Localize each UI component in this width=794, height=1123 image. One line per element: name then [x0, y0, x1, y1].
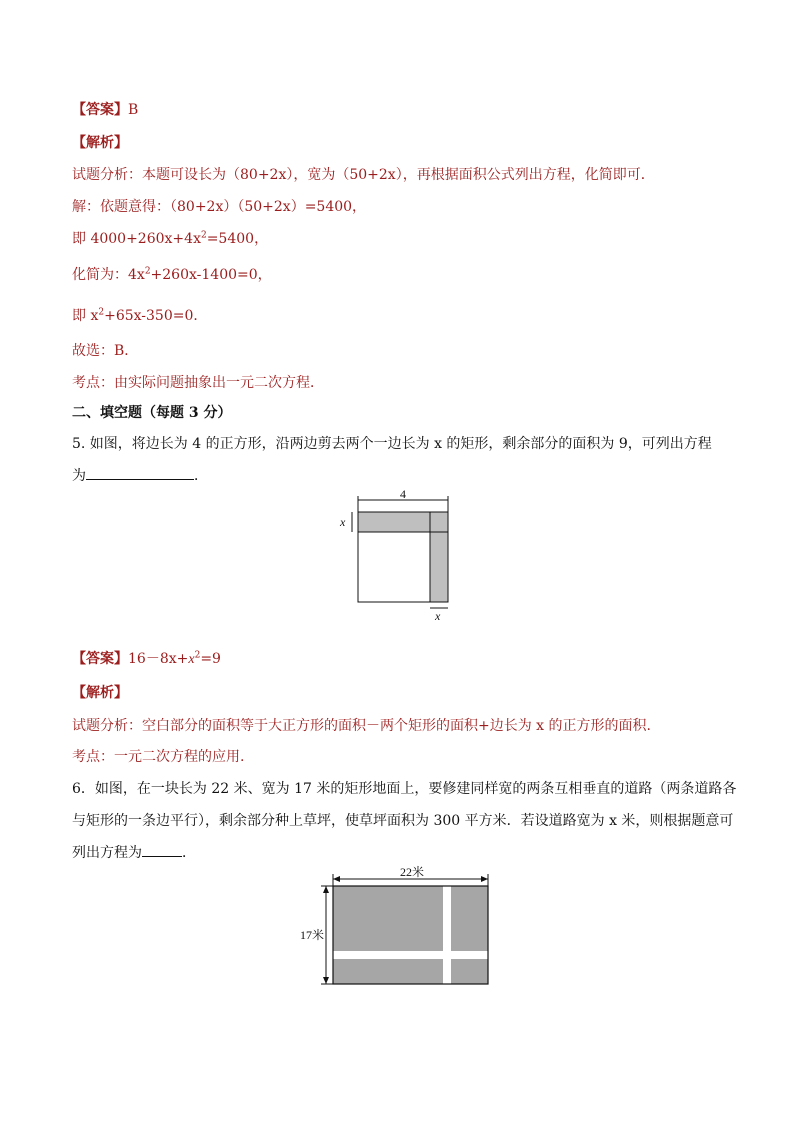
eq-sup: 2 [200, 230, 207, 241]
q6-field-figure [300, 862, 500, 987]
answer-sup: 2 [194, 650, 201, 661]
q6-field [333, 886, 488, 984]
q4-analysis-line-4 [72, 266, 272, 284]
q6-road-horizontal [333, 951, 488, 959]
eq-part: +260x-1400=0， [150, 267, 272, 283]
q4-analysis-tag: 【解析】 [72, 135, 128, 151]
q5-text-2 [72, 467, 208, 485]
eq-part: 即 4000+260x+4x [72, 231, 201, 247]
q6-text-2: 与矩形的一条边平行），剩余部分种上草坪，使草坪面积为 300 平方米．若设道路宽为 x 米，则根据题意可 [72, 813, 734, 829]
q5-bottom-label: x [435, 609, 441, 623]
q6-top-label: 22米 [400, 865, 425, 879]
q4-choice: 故选：B． [72, 343, 139, 359]
eq-part: 即 x [72, 308, 99, 324]
q6-arrow-right [481, 876, 488, 882]
q5-answer-blank [86, 467, 194, 480]
answer-part: =9 [200, 651, 221, 667]
q5-square-figure [338, 487, 458, 623]
q6-suffix: ． [182, 845, 196, 861]
eq-part: +65x-350=0． [104, 308, 208, 324]
q5-analysis-tag: 【解析】 [72, 685, 128, 701]
eq-part: 化简为：4x [72, 267, 145, 283]
q5-top-label: 4 [400, 487, 406, 501]
q6-arrow-left [333, 876, 340, 882]
q6-text-3 [72, 844, 196, 862]
eq-part: =5400， [206, 231, 269, 247]
q5-right-strip [430, 512, 448, 602]
section-title: 二、填空题（每题 3 分） [72, 405, 232, 421]
q4-answer-line [72, 101, 138, 119]
q4-kaodian: 考点：由实际问题抽象出一元二次方程． [72, 375, 324, 391]
eq-sup: 2 [144, 266, 151, 277]
answer-tag: 【答案】 [72, 651, 128, 667]
q6-left-label: 17米 [300, 928, 325, 942]
q5-kaodian: 考点：一元二次方程的应用. [72, 749, 245, 765]
q4-analysis-line-2: 解：依题意得：（80+2x）（50+2x）=5400， [72, 199, 367, 215]
q6-text-1: 6．如图，在一块长为 22 米、宽为 17 米的矩形地面上，要修建同样宽的两条互相垂直的道路（两条道路各 [72, 781, 737, 797]
q6-arrow-bottom [323, 977, 329, 984]
q5-left-label: x [340, 515, 346, 529]
answer-part: 16－8x+ [128, 651, 189, 667]
eq-sup: 2 [98, 307, 105, 318]
q4-analysis-line-1: 试题分析：本题可设长为（80+2x），宽为（50+2x），再根据面积公式列出方程，化简即可． [72, 167, 655, 183]
q6-answer-blank [142, 844, 182, 857]
q5-analysis: 试题分析：空白部分的面积等于大正方形的面积－两个矩形的面积+边长为 x 的正方形的面积. [72, 718, 651, 734]
q5-suffix: ． [194, 468, 208, 484]
q6-road-vertical [443, 886, 451, 984]
q4-analysis-line-5 [72, 307, 207, 325]
q6-arrow-top [323, 886, 329, 893]
q5-answer-line [72, 650, 221, 669]
q5-prefix: 为 [72, 468, 86, 484]
q4-analysis-line-3 [72, 230, 268, 248]
q5-text-1: 5. 如图，将边长为 4 的正方形，沿两边剪去两个一边长为 x 的矩形，剩余部分的面积为 9，可列出方程 [72, 436, 712, 452]
answer-var: x [188, 652, 195, 667]
answer-value: B [128, 102, 139, 118]
answer-tag: 【答案】 [72, 102, 128, 118]
q6-prefix: 列出方程为 [72, 845, 142, 861]
